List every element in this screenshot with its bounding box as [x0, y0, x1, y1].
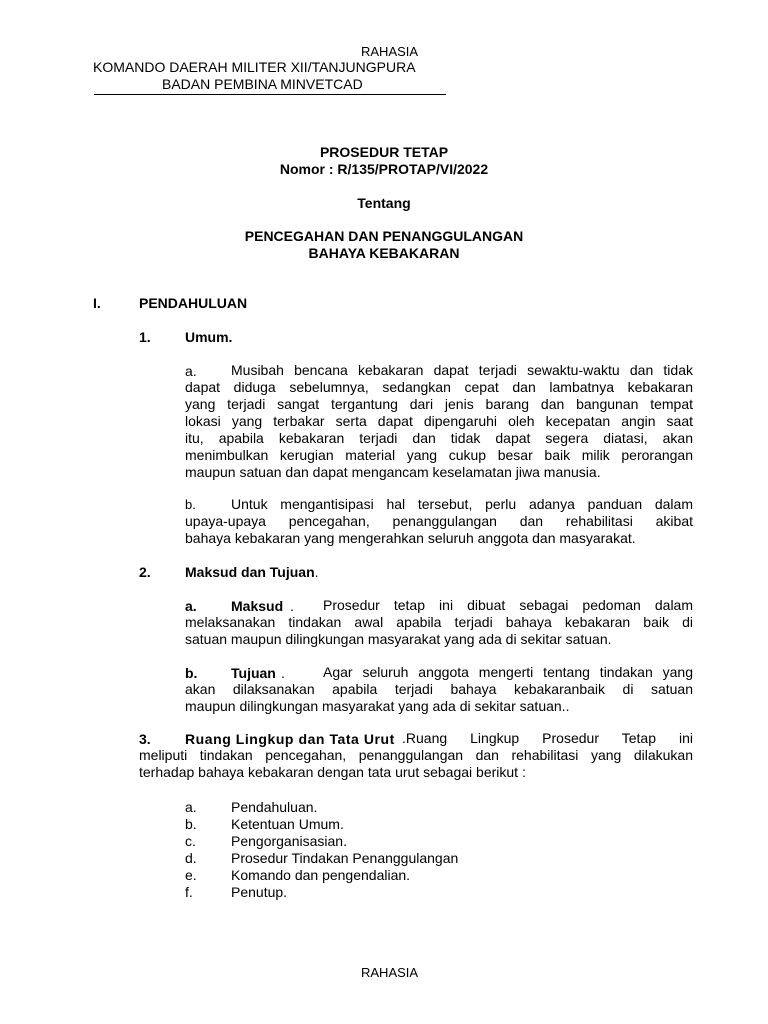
- org-line-2: BADAN PEMBINA MINVETCAD: [162, 76, 363, 92]
- item-1b-marker: b.: [185, 497, 196, 512]
- item-1a-paragraph: [185, 362, 693, 481]
- paragraph-line: yang terjadi sangat tergantung dari jenis barang dan bangunan tempat: [185, 396, 693, 412]
- doc-number: Nomor : R/135/PROTAP/VI/2022: [279, 161, 489, 177]
- paragraph-line: bahaya kebakaran yang mengerahkan seluruh anggota dan masyarakat.: [185, 530, 636, 546]
- paragraph-line: satuan maupun dilingkungan masyarakat yang ada di sekitar satuan.: [185, 631, 612, 647]
- classification-top: RAHASIA: [361, 44, 419, 59]
- item-2a-paragraph: [185, 597, 693, 648]
- item-2a-label: Maksud: [231, 598, 284, 614]
- paragraph-line: dapat diduga sebelumnya, sedangkan cepat dan lambatnya kebakaran: [185, 379, 693, 395]
- org-line-1: KOMANDO DAERAH MILITER XII/TANJUNGPURA: [93, 59, 416, 75]
- item-2a-marker: a.: [185, 598, 197, 614]
- doc-type-title: PROSEDUR TETAP: [319, 144, 449, 160]
- paragraph-line: maupun dilingkungan masyarakat yang ada di sekitar satuan..: [185, 698, 570, 714]
- paragraph-line: melaksanakan tindakan awal apabila terjadi bahaya kebakaran baik di: [185, 614, 693, 630]
- list-item-text: Komando dan pengendalian.: [231, 867, 411, 883]
- item-3-number: 3.: [139, 731, 151, 747]
- paragraph-line: Agar seluruh anggota mengerti tentang tindakan yang: [323, 664, 693, 680]
- list-item-marker: c.: [185, 833, 196, 849]
- item-2a-label-dot: .: [290, 598, 294, 614]
- item-1-number: 1.: [139, 329, 151, 345]
- item-3-heading: Ruang Lingkup dan Tata Urut: [185, 731, 395, 747]
- list-item-text: Pengorganisasian.: [231, 833, 347, 849]
- list-item-marker: e.: [185, 867, 197, 883]
- doc-subject-line-2: BAHAYA KEBAKARAN: [308, 245, 460, 261]
- list-item-marker: d.: [185, 850, 197, 866]
- paragraph-line: akan dilaksanakan apabila terjadi bahaya kebakaranbaik di satuan: [185, 681, 693, 697]
- list-item-text: Pendahuluan.: [231, 799, 318, 815]
- list-item-text: Ketentuan Umum.: [231, 816, 344, 832]
- paragraph-line: lokasi yang terbakar serta dapat dipengaruhi oleh kecepatan angin saat: [185, 413, 693, 429]
- item-1-heading: Umum.: [185, 329, 233, 345]
- item-2-heading: Maksud dan Tujuan: [185, 564, 315, 580]
- paragraph-line: itu, apabila kebakaran terjadi dan tidak dapat segera diatasi, akan: [185, 430, 693, 446]
- paragraph-line: upaya-upaya pencegahan, penanggulangan dan rehabilitasi akibat: [185, 513, 693, 529]
- section-heading: PENDAHULUAN: [139, 295, 248, 311]
- paragraph-line: Musibah bencana kebakaran dapat terjadi sewaktu-waktu dan tidak: [231, 362, 693, 378]
- list-item-text: Prosedur Tindakan Penanggulangan: [231, 850, 459, 866]
- paragraph-line: .Ruang Lingkup Prosedur Tetap ini: [402, 730, 693, 746]
- list-item-marker: a.: [185, 799, 197, 815]
- list-item-text: Penutup.: [231, 884, 288, 900]
- item-3-paragraph: [139, 730, 693, 781]
- doc-about: Tentang: [357, 195, 411, 211]
- paragraph-line: menimbulkan kerugian material yang cukup besar baik milik perorangan: [185, 447, 693, 463]
- classification-bottom: RAHASIA: [361, 965, 419, 980]
- paragraph-line: maupun satuan dan dapat mengancam keselamatan jiwa manusia.: [185, 464, 601, 480]
- item-2b-paragraph: [185, 664, 693, 715]
- item-2b-marker: b.: [185, 665, 198, 681]
- list-item-marker: b.: [185, 816, 197, 832]
- item-2-heading-wrap: [185, 564, 319, 580]
- item-2b-label-dot: .: [281, 665, 285, 681]
- paragraph-line: Untuk mengantisipasi hal tersebut, perlu adanya panduan dalam: [231, 496, 693, 512]
- header-underline: [94, 94, 446, 95]
- item-1b-paragraph: [185, 496, 693, 547]
- section-numeral: I.: [93, 295, 101, 311]
- paragraph-line: terhadap bahaya kebakaran dengan tata urut sebagai berikut :: [139, 764, 526, 780]
- doc-subject-line-1: PENCEGAHAN DAN PENANGGULANGAN: [244, 228, 524, 244]
- paragraph-line: Prosedur tetap ini dibuat sebagai pedoman dalam: [323, 597, 693, 613]
- item-2-heading-suffix: .: [314, 564, 319, 580]
- item-2-number: 2.: [139, 564, 151, 580]
- item-2b-label: Tujuan: [231, 665, 276, 681]
- item-1a-marker: a.: [185, 363, 197, 379]
- paragraph-line: meliputi tindakan pencegahan, penanggulangan dan rehabilitasi yang dilakukan: [139, 747, 693, 763]
- list-item-marker: f.: [185, 884, 193, 900]
